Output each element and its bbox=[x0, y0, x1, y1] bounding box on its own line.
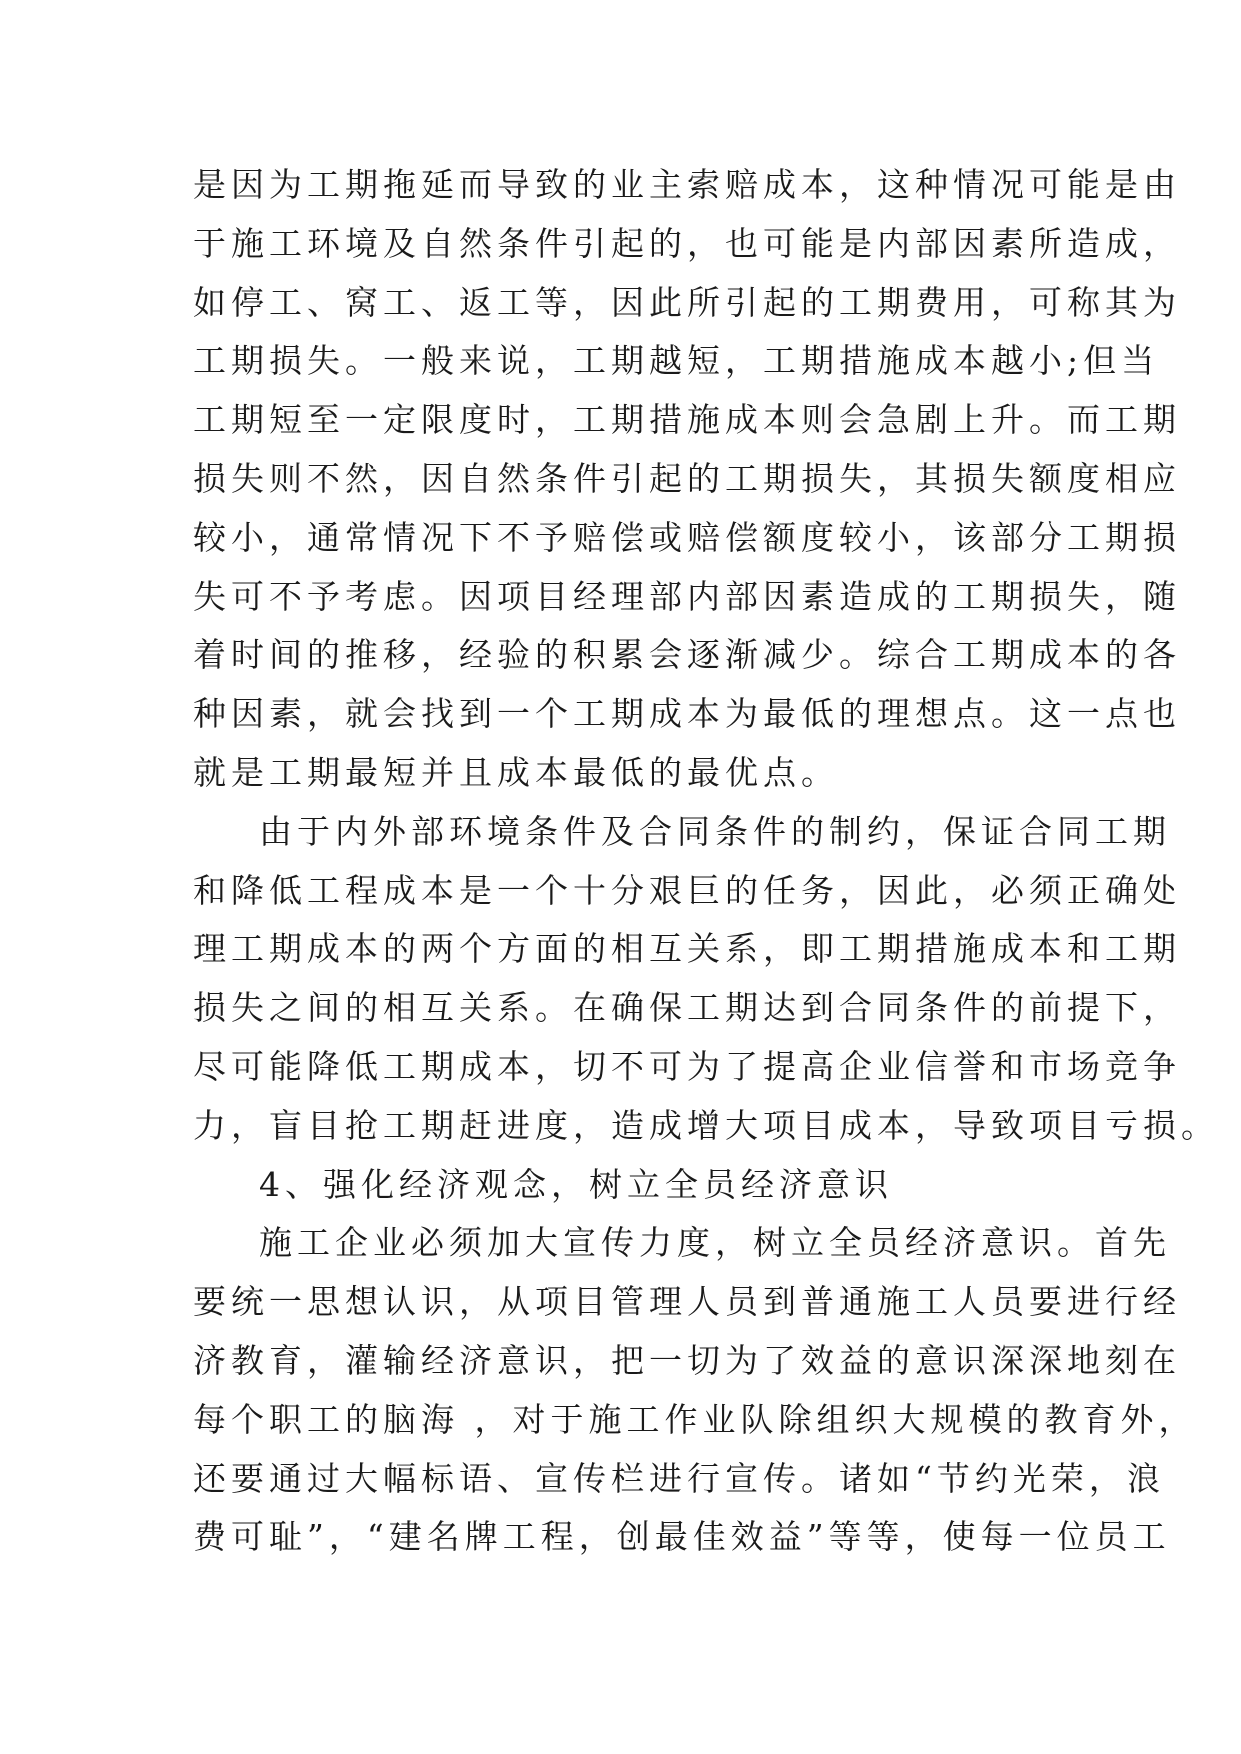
text-line: 失可不予考虑。因项目经理部内部因素造成的工期损失，随 bbox=[193, 576, 1181, 616]
text-line: 费可耻”，“建名牌工程，创最佳效益”等等，使每一位员工 bbox=[193, 1517, 1171, 1557]
text-line: 每个职工的脑海 ，对于施工作业队除组织大规模的教育外， bbox=[193, 1399, 1197, 1439]
text-line: 济教育，灌输经济意识，把一切为了效益的意识深深地刻在 bbox=[193, 1340, 1181, 1380]
text-line: 较小，通常情况下不予赔偿或赔偿额度较小，该部分工期损 bbox=[193, 517, 1181, 557]
text-line: 损失则不然，因自然条件引起的工期损失，其损失额度相应 bbox=[193, 458, 1181, 498]
paragraph-start-line: 施工企业必须加大宣传力度，树立全员经济意识。首先 bbox=[259, 1223, 1171, 1263]
text-line: 着时间的推移，经验的积累会逐渐减少。综合工期成本的各 bbox=[193, 635, 1181, 675]
text-line: 种因素，就会找到一个工期成本为最低的理想点。这一点也 bbox=[193, 694, 1181, 734]
text-line: 于施工环境及自然条件引起的，也可能是内部因素所造成， bbox=[193, 223, 1181, 263]
text-line: 还要通过大幅标语、宣传栏进行宣传。诸如“节约光荣，浪 bbox=[193, 1458, 1165, 1498]
text-line: 和降低工程成本是一个十分艰巨的任务，因此，必须正确处 bbox=[193, 870, 1181, 910]
text-line: 力，盲目抢工期赶进度，造成增大项目成本，导致项目亏损。 bbox=[193, 1105, 1219, 1145]
text-line: 工期损失。一般来说，工期越短，工期措施成本越小;但当 bbox=[193, 341, 1160, 381]
text-line: 如停工、窝工、返工等，因此所引起的工期费用，可称其为 bbox=[193, 282, 1181, 322]
body-text bbox=[193, 156, 1219, 1567]
paragraph-start-line: 由于内外部环境条件及合同条件的制约，保证合同工期 bbox=[259, 811, 1171, 851]
text-line: 要统一思想认识，从项目管理人员到普通施工人员要进行经 bbox=[193, 1282, 1181, 1322]
text-line: 是因为工期拖延而导致的业主索赔成本，这种情况可能是由 bbox=[193, 165, 1181, 204]
text-line: 就是工期最短并且成本最低的最优点。 bbox=[193, 752, 839, 792]
text-line: 损失之间的相互关系。在确保工期达到合同条件的前提下， bbox=[193, 988, 1181, 1028]
text-line: 尽可能降低工期成本，切不可为了提高企业信誉和市场竞争 bbox=[193, 1046, 1181, 1086]
section-heading: 4、强化经济观念，树立全员经济意识 bbox=[259, 1164, 893, 1204]
text-line: 工期短至一定限度时，工期措施成本则会急剧上升。而工期 bbox=[193, 400, 1181, 440]
text-line: 理工期成本的两个方面的相互关系，即工期措施成本和工期 bbox=[193, 929, 1181, 969]
